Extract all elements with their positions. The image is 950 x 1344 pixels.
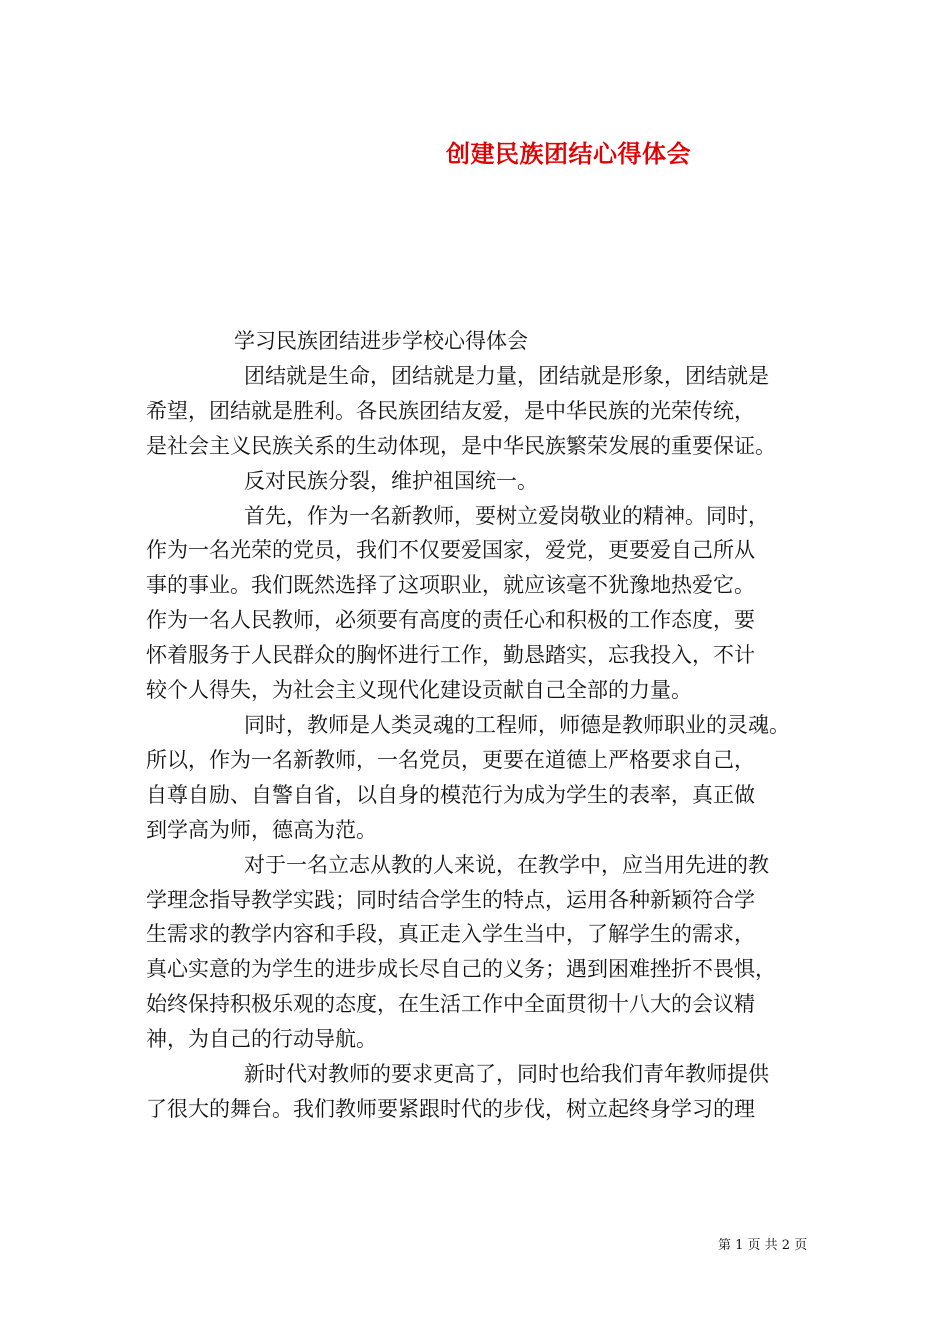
paragraph-line: 神，为自己的行动导航。 xyxy=(146,1027,377,1052)
paragraph-line: 真心实意的为学生的进步成长尽自己的义务；遇到困难挫折不畏惧， xyxy=(146,957,776,982)
document-title: 创建民族团结心得体会 xyxy=(446,139,691,168)
paragraph-line: 始终保持积极乐观的态度，在生活工作中全面贯彻十八大的会议精 xyxy=(146,992,755,1017)
paragraph xyxy=(146,359,810,464)
paragraph xyxy=(146,499,810,708)
paragraph-line: 是社会主义民族关系的生动体现，是中华民族繁荣发展的重要保证。 xyxy=(146,433,776,458)
paragraph-line: 作为一名人民教师，必须要有高度的责任心和积极的工作态度，要 xyxy=(146,608,755,633)
paragraph-line: 新时代对教师的要求更高了，同时也给我们青年教师提供 xyxy=(244,1062,769,1087)
paragraph-line: 了很大的舞台。我们教师要紧跟时代的步伐，树立起终身学习的理 xyxy=(146,1096,755,1121)
paragraph-line: 对于一名立志从教的人来说，在教学中，应当用先进的教 xyxy=(244,852,769,877)
paragraph xyxy=(146,708,810,848)
paragraph-line: 事的事业。我们既然选择了这项职业，就应该毫不犹豫地热爱它。 xyxy=(146,573,755,598)
document-body xyxy=(146,324,810,1127)
paragraph xyxy=(146,464,810,499)
paragraph-line: 首先，作为一名新教师，要树立爱岗敬业的精神。同时， xyxy=(244,503,769,528)
paragraph-line: 团结就是生命，团结就是力量，团结就是形象，团结就是 xyxy=(244,363,769,388)
paragraph-line: 学理念指导教学实践；同时结合学生的特点，运用各种新颖符合学 xyxy=(146,887,755,912)
paragraph-line: 到学高为师，德高为范。 xyxy=(146,817,377,842)
paragraph xyxy=(146,1057,810,1127)
paragraph-line: 希望，团结就是胜利。各民族团结友爱，是中华民族的光荣传统， xyxy=(146,398,755,423)
paragraph-line: 自尊自励、自警自省，以自身的模范行为成为学生的表率，真正做 xyxy=(146,782,755,807)
paragraph xyxy=(146,848,810,1057)
page-footer: 第 1 页 共 2 页 xyxy=(718,1238,808,1253)
paragraph-line: 较个人得失，为社会主义现代化建设贡献自己全部的力量。 xyxy=(146,678,692,703)
paragraph-list xyxy=(146,359,810,1127)
paragraph-line: 作为一名光荣的党员，我们不仅要爱国家，爱党，更要爱自己所从 xyxy=(146,538,755,563)
paragraph-line: 反对民族分裂，维护祖国统一。 xyxy=(244,468,538,493)
paragraph-line: 生需求的教学内容和手段，真正走入学生当中，了解学生的需求， xyxy=(146,922,755,947)
paragraph-line: 怀着服务于人民群众的胸怀进行工作，勤恳踏实，忘我投入，不计 xyxy=(146,643,755,668)
document-subtitle: 学习民族团结进步学校心得体会 xyxy=(234,329,528,353)
paragraph-line: 所以，作为一名新教师，一名党员，更要在道德上严格要求自己， xyxy=(146,747,755,772)
paragraph-line: 同时，教师是人类灵魂的工程师，师德是教师职业的灵魂。 xyxy=(244,712,790,737)
